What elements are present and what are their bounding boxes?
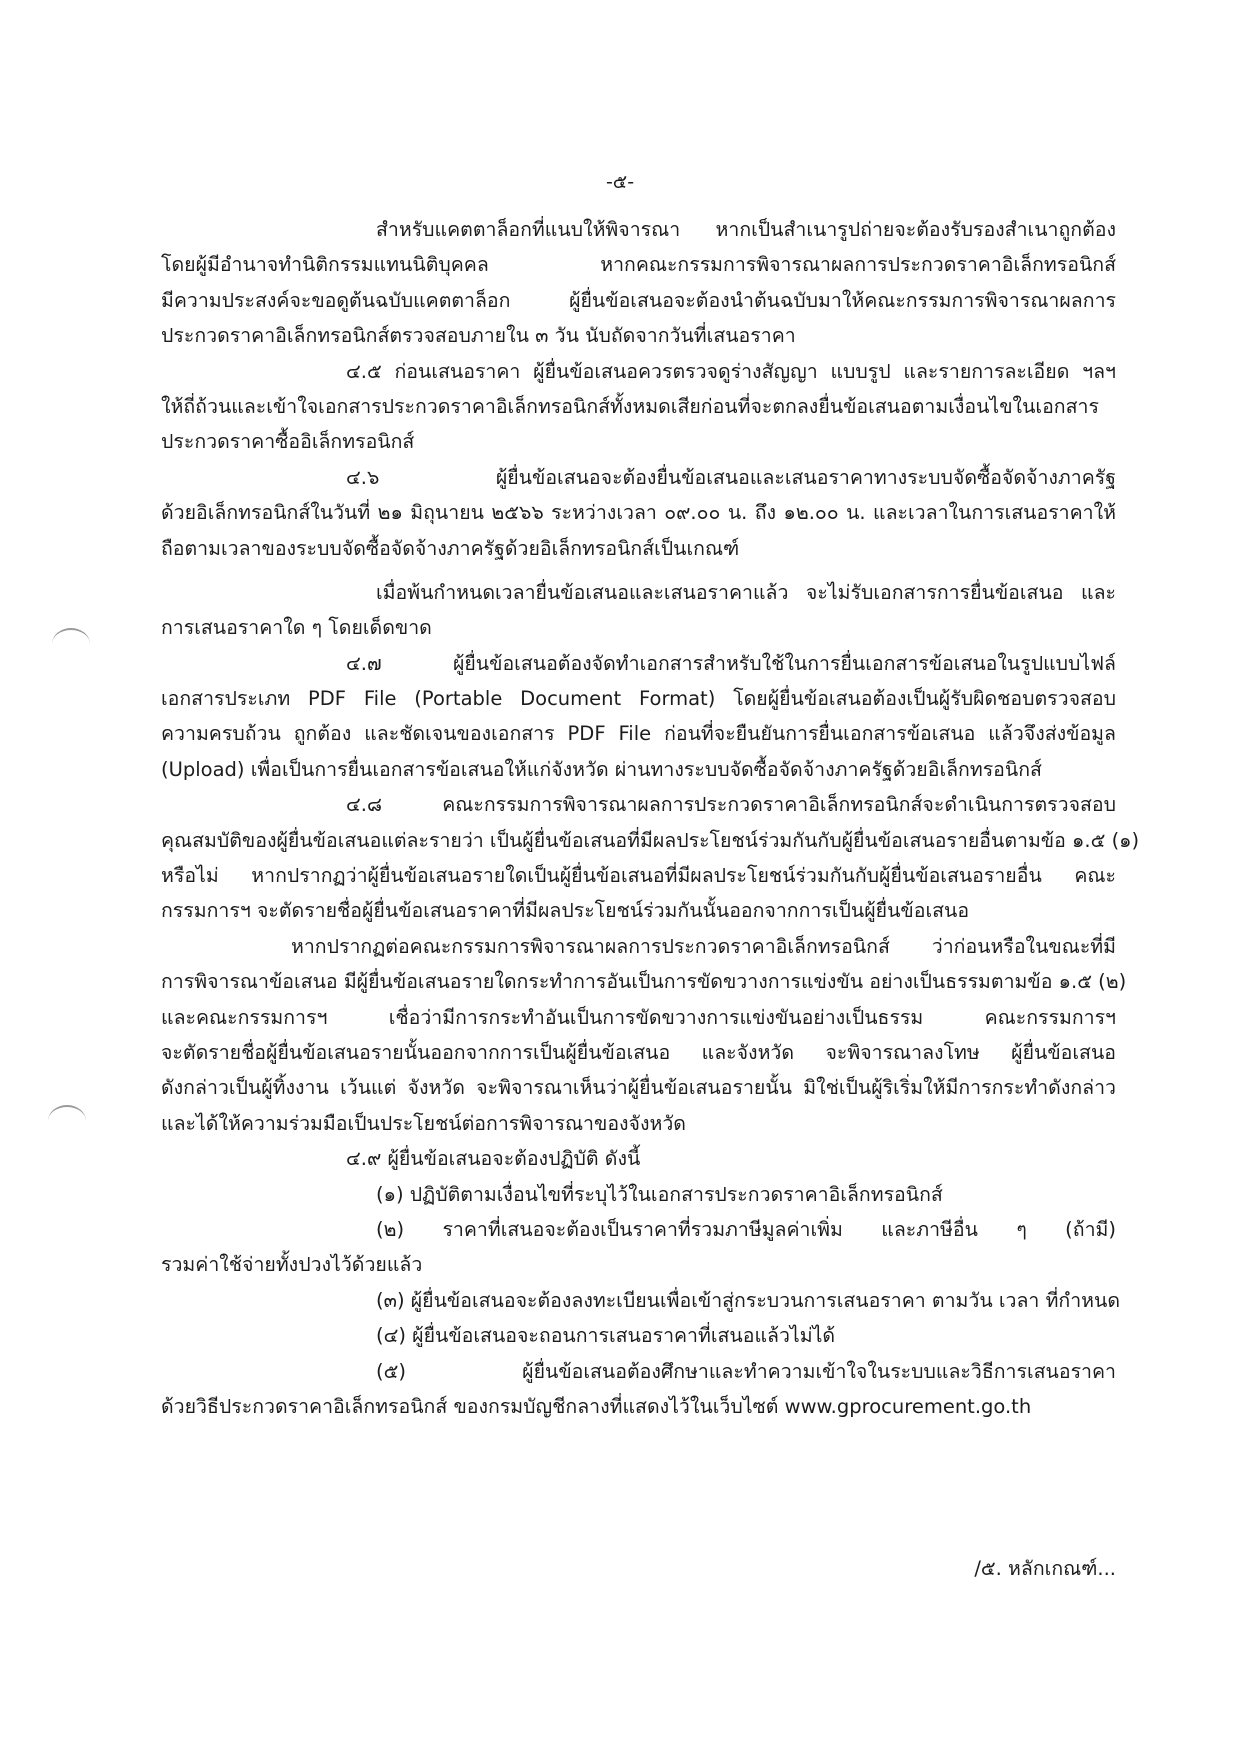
text-line: รวมค่าใช้จ่ายทั้งปวงไว้ด้วยแล้ว xyxy=(161,1253,423,1277)
punch-hole-mark xyxy=(48,1105,86,1137)
clause-4-7-heading: ๔.๗ ผู้ยื่นข้อเสนอต้องจัดทำเอกสารสำหรับใช้ในการยื่นเอกสารข้อเสนอในรูปแบบไฟล์ xyxy=(346,651,1116,675)
text-line: การเสนอราคาใด ๆ โดยเด็ดขาด xyxy=(161,616,432,640)
text-line: กรรมการฯ จะตัดรายชื่อผู้ยื่นข้อเสนอราคาที่มีผลประโยชน์ร่วมกันนั้นออกจากการเป็นผู้ยื่นข้อเสนอ xyxy=(161,899,970,923)
text-line: หากปรากฏต่อคณะกรรมการพิจารณาผลการประกวดราคาอิเล็กทรอนิกส์ ว่าก่อนหรือในขณะที่มี xyxy=(291,934,1116,958)
text-line: และได้ให้ความร่วมมือเป็นประโยชน์ต่อการพิจารณาของจังหวัด xyxy=(161,1111,686,1135)
text-line: เอกสารประเภท PDF File (Portable Document Format) โดยผู้ยื่นข้อเสนอต้องเป็นผู้รับผิดชอบตรวจสอบ xyxy=(161,687,1116,711)
text-line: ด้วยวิธีประกวดราคาอิเล็กทรอนิกส์ ของกรมบัญชีกลางที่แสดงไว้ในเว็บไซต์ www.gprocurement.go.th xyxy=(161,1394,1032,1418)
text-line: โดยผู้มีอำนาจทำนิติกรรมแทนนิติบุคคล หากคณะกรรมการพิจารณาผลการประกวดราคาอิเล็กทรอนิกส์ xyxy=(161,253,1116,277)
text-line: (Upload) เพื่อเป็นการยื่นเอกสารข้อเสนอให้แก่จังหวัด ผ่านทางระบบจัดซื้อจัดจ้างภาครัฐด้วยอิเล็กทรอนิกส์ xyxy=(161,757,1042,781)
text-line: ด้วยอิเล็กทรอนิกส์ในวันที่ ๒๑ มิถุนายน ๒๕๖๖ ระหว่างเวลา ๐๙.๐๐ น. ถึง ๑๒.๐๐ น. และเวลาในการเสนอราคาให้ xyxy=(161,501,1116,525)
sub-item-3: (๓) ผู้ยื่นข้อเสนอจะต้องลงทะเบียนเพื่อเข้าสู่กระบวนการเสนอราคา ตามวัน เวลา ที่กำหนด xyxy=(376,1288,1121,1312)
text-line: จะตัดรายชื่อผู้ยื่นข้อเสนอรายนั้นออกจากการเป็นผู้ยื่นข้อเสนอ และจังหวัด จะพิจารณาลงโทษ ผู้ยื่นข้อเสนอ xyxy=(161,1040,1116,1064)
clause-4-5-heading: ๔.๕ ก่อนเสนอราคา ผู้ยื่นข้อเสนอควรตรวจดูร่างสัญญา แบบรูป และรายการละเอียด ฯลฯ xyxy=(346,359,1116,383)
text-line: หรือไม่ หากปรากฏว่าผู้ยื่นข้อเสนอรายใดเป็นผู้ยื่นข้อเสนอที่มีผลประโยชน์ร่วมกันกับผู้ยื่นข้อเสนอรายอื่น คณะ xyxy=(161,864,1116,888)
sub-item-5: (๕) ผู้ยื่นข้อเสนอต้องศึกษาและทำความเข้าใจในระบบและวิธีการเสนอราคา xyxy=(376,1359,1116,1383)
text-line: ดังกล่าวเป็นผู้ทิ้งงาน เว้นแต่ จังหวัด จะพิจารณาเห็นว่าผู้ยื่นข้อเสนอรายนั้น มิใช่เป็นผู้ริเริ่มให้มีการกระทำดังกล่าว xyxy=(161,1076,1116,1100)
next-page-reference: /๕. หลักเกณฑ์... xyxy=(974,1557,1116,1580)
text-line: เมื่อพ้นกำหนดเวลายื่นข้อเสนอและเสนอราคาแล้ว จะไม่รับเอกสารการยื่นข้อเสนอ และ xyxy=(376,580,1116,604)
punch-hole-mark xyxy=(52,628,90,660)
clause-4-8-heading: ๔.๘ คณะกรรมการพิจารณาผลการประกวดราคาอิเล็กทรอนิกส์จะดำเนินการตรวจสอบ xyxy=(346,793,1116,817)
text-line: การพิจารณาข้อเสนอ มีผู้ยื่นข้อเสนอรายใดกระทำการอันเป็นการขัดขวางการแข่งขัน อย่างเป็นธรรมตามข้อ ๑.๕ (๒) xyxy=(161,970,1127,994)
text-line: คุณสมบัติของผู้ยื่นข้อเสนอแต่ละรายว่า เป็นผู้ยื่นข้อเสนอที่มีผลประโยชน์ร่วมกันกับผู้ยื่นข้อเสนอรายอื่นตามข้อ ๑.๕ (๑) xyxy=(161,828,1140,852)
sub-item-1: (๑) ปฏิบัติตามเงื่อนไขที่ระบุไว้ในเอกสารประกวดราคาอิเล็กทรอนิกส์ xyxy=(376,1182,943,1206)
text-line: สำหรับแคตตาล็อกที่แนบให้พิจารณา หากเป็นสำเนารูปถ่ายจะต้องรับรองสำเนาถูกต้อง xyxy=(376,218,1116,241)
text-line: ความครบถ้วน ถูกต้อง และชัดเจนของเอกสาร PDF File ก่อนที่จะยืนยันการยื่นเอกสารข้อเสนอ แล้วจึงส่งข้อมูล xyxy=(161,722,1116,746)
sub-item-4: (๔) ผู้ยื่นข้อเสนอจะถอนการเสนอราคาที่เสนอแล้วไม่ได้ xyxy=(376,1324,836,1348)
page-number: -๕- xyxy=(605,171,635,193)
text-line: ประกวดราคาซื้ออิเล็กทรอนิกส์ xyxy=(161,430,415,454)
sub-item-2: (๒) ราคาที่เสนอจะต้องเป็นราคาที่รวมภาษีมูลค่าเพิ่ม และภาษีอื่น ๆ (ถ้ามี) xyxy=(376,1217,1116,1241)
text-line: และคณะกรรมการฯ เชื่อว่ามีการกระทำอันเป็นการขัดขวางการแข่งขันอย่างเป็นธรรม คณะกรรมการฯ xyxy=(161,1005,1116,1029)
text-line: ถือตามเวลาของระบบจัดซื้อจัดจ้างภาครัฐด้วยอิเล็กทรอนิกส์เป็นเกณฑ์ xyxy=(161,536,740,560)
text-line: ให้ถี่ถ้วนและเข้าใจเอกสารประกวดราคาอิเล็กทรอนิกส์ทั้งหมดเสียก่อนที่จะตกลงยื่นข้อเสนอตามเงื่อนไขในเอกสาร xyxy=(161,394,1099,418)
text-line: มีความประสงค์จะขอดูต้นฉบับแคตตาล็อก ผู้ยื่นข้อเสนอจะต้องนำต้นฉบับมาให้คณะกรรมการพิจารณาผลการ xyxy=(161,288,1116,312)
text-line: ประกวดราคาอิเล็กทรอนิกส์ตรวจสอบภายใน ๓ วัน นับถัดจากวันที่เสนอราคา xyxy=(161,324,796,348)
document-body xyxy=(161,212,1140,1424)
clause-4-6-heading: ๔.๖ ผู้ยื่นข้อเสนอจะต้องยื่นข้อเสนอและเสนอราคาทางระบบจัดซื้อจัดจ้างภาครัฐ xyxy=(346,465,1116,489)
clause-4-9-heading: ๔.๙ ผู้ยื่นข้อเสนอจะต้องปฏิบัติ ดังนี้ xyxy=(346,1147,641,1171)
